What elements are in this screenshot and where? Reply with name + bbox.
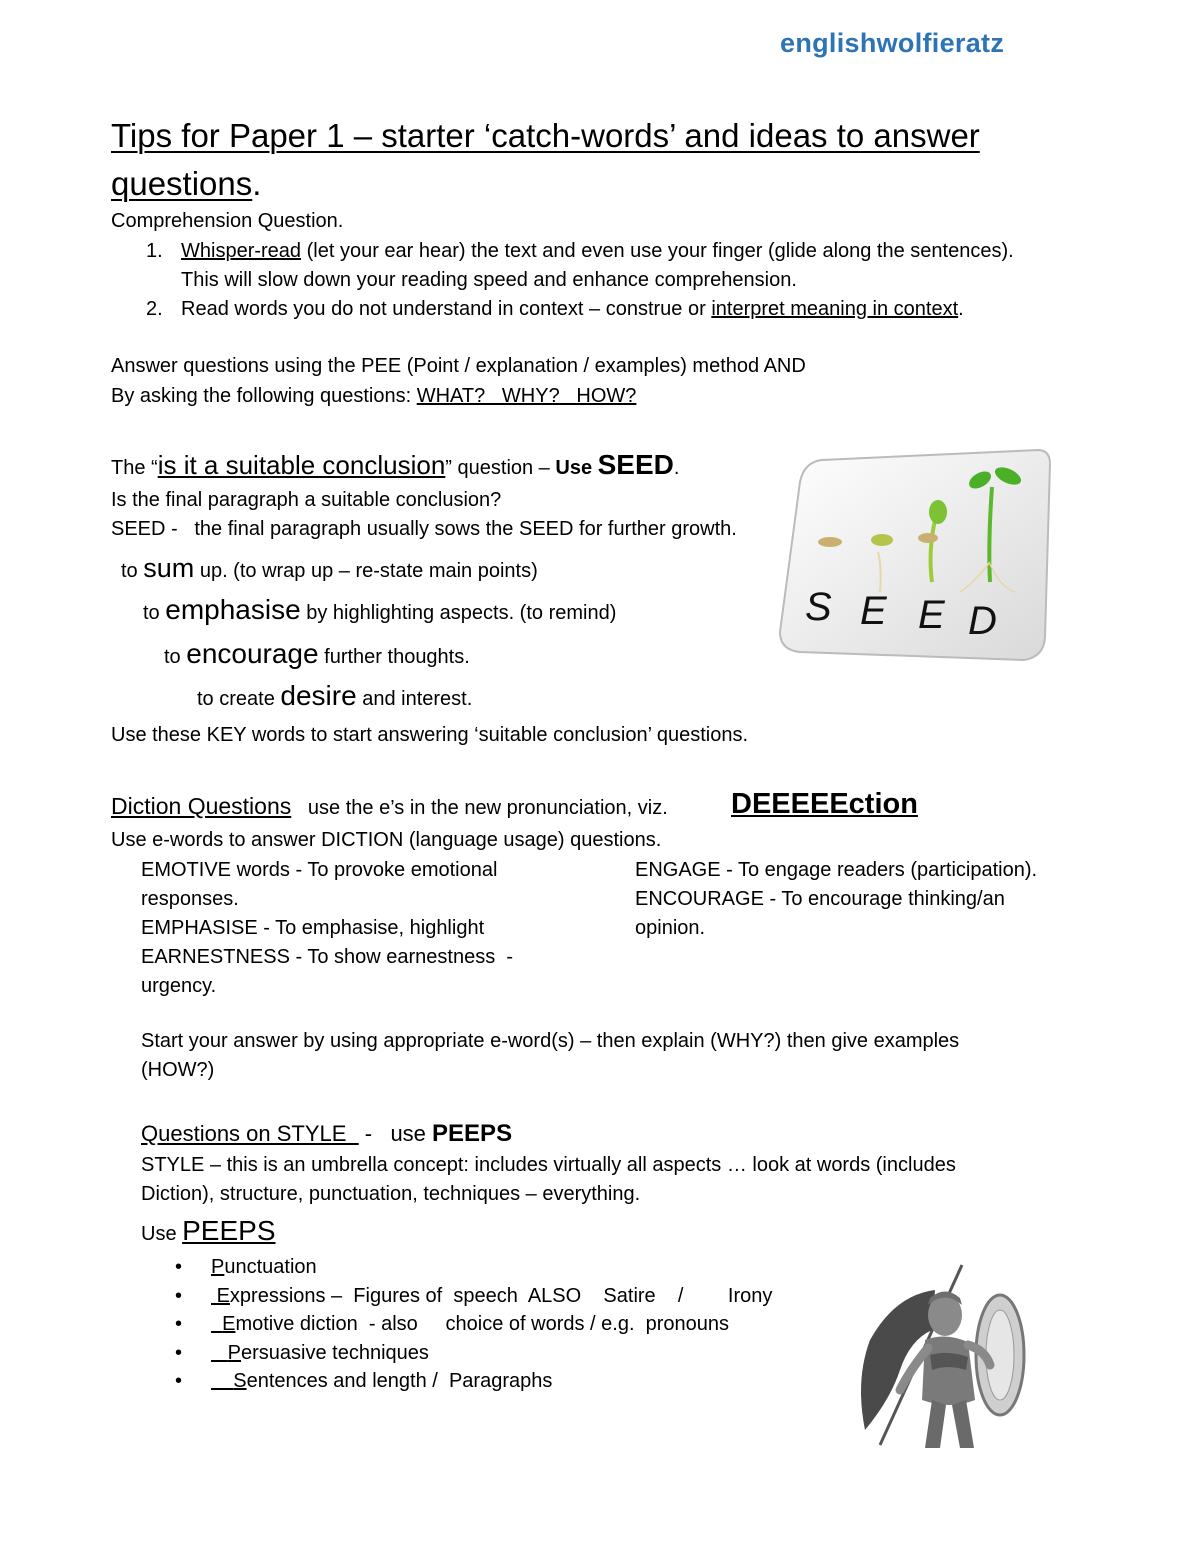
- interpret-meaning-term: interpret meaning in context: [711, 298, 959, 320]
- diction-start-line-1: Start your answer by using appropriate e-word(s) – then explain (WHY?) then give examples: [141, 1030, 960, 1052]
- diction-left-line: EMOTIVE words - To provoke emotional: [141, 859, 498, 881]
- list-item: [175, 1367, 772, 1396]
- style-heading-line: [141, 1118, 512, 1150]
- page-title-line2: [111, 165, 261, 203]
- style-use-line: [141, 1213, 276, 1252]
- peeps-list: [175, 1253, 773, 1396]
- seed-item-sum: [121, 552, 538, 587]
- seed-item-post: by highlighting aspects. (to remind): [300, 602, 617, 624]
- seed-key-sum: sum: [143, 553, 195, 583]
- style-use-word: PEEPS: [182, 1215, 276, 1246]
- seed-item-encourage: [164, 637, 470, 674]
- whisper-read-term: Whisper-read: [181, 240, 302, 262]
- diction-heading-rest: use the e’s in the new pronunciation, viz.: [291, 797, 668, 819]
- diction-left-line: EMPHASISE - To emphasise, highlight: [141, 917, 485, 939]
- style-heading-rest: - use: [358, 1121, 433, 1146]
- seed-letter-e1: E: [860, 589, 887, 633]
- pee-questions: WHAT? WHY? HOW?: [416, 385, 637, 407]
- seed-question: Is the final paragraph a suitable conclusion?: [111, 489, 502, 511]
- diction-heading-line: [111, 789, 668, 825]
- seed-closing: Use these KEY words to start answering ‘suitable conclusion’ questions.: [111, 724, 749, 746]
- diction-heading: Diction Questions: [111, 793, 292, 819]
- seed-item-emphasise: [143, 593, 616, 630]
- seed-letter-e2: E: [918, 593, 945, 637]
- warrior-image: [840, 1260, 1040, 1450]
- bullet-icon: •: [175, 1370, 183, 1392]
- pee-line-2: [111, 384, 636, 408]
- seed-sprouts-image: [760, 442, 1060, 692]
- peeps-letter: P: [227, 1341, 242, 1364]
- item2-end: .: [958, 298, 964, 320]
- bullet-icon: •: [175, 1256, 183, 1278]
- list-item: [175, 1282, 773, 1311]
- list-number-2: 2.: [146, 298, 163, 320]
- peeps-text: ersuasive techniques: [241, 1341, 429, 1364]
- diction-start-line-2: (HOW?): [141, 1059, 215, 1081]
- peeps-letter: E: [216, 1284, 230, 1307]
- page-title: Tips for Paper 1 – starter ‘catch-words’ and ideas to answer: [111, 117, 980, 154]
- list-item: [175, 1339, 772, 1368]
- diction-keyword: DEEEEEction: [731, 788, 918, 820]
- comprehension-item-1: [181, 239, 1014, 263]
- seed-definition: SEED - the final paragraph usually sows the SEED for further growth.: [111, 518, 737, 540]
- comprehension-item-2: [181, 297, 964, 321]
- seed-letter-d: D: [968, 599, 997, 643]
- seed-item-pre: to: [164, 646, 187, 668]
- seed-intro-phrase: is it a suitable conclusion: [157, 450, 446, 480]
- seed-item-post: up. (to wrap up – re-state main points): [194, 560, 538, 582]
- seed-intro-prefix: The “: [111, 457, 158, 479]
- diction-right-line: opinion.: [635, 917, 706, 939]
- seed-intro-use: Use: [555, 457, 598, 479]
- peeps-text: xpressions – Figures of speech ALSO Satire / Irony: [229, 1284, 773, 1307]
- peeps-text: unctuation: [224, 1256, 317, 1278]
- style-use-prefix: Use: [141, 1223, 183, 1245]
- diction-left-line: EARNESTNESS - To show earnestness -: [141, 946, 513, 968]
- diction-left-line: urgency.: [141, 975, 217, 997]
- bullet-pad: [211, 1370, 233, 1392]
- style-heading-word: PEEPS: [432, 1120, 513, 1147]
- pee-prefix: By asking the following questions:: [111, 385, 417, 407]
- list-item: [175, 1253, 772, 1282]
- style-desc-line-1: STYLE – this is an umbrella concept: includes virtually all aspects … look at words (includes: [141, 1154, 956, 1176]
- seed-intro-end: .: [673, 457, 680, 479]
- list-number-1: 1.: [146, 240, 163, 262]
- seed-intro-mid: ” question –: [445, 457, 556, 479]
- diction-left-column: [141, 856, 513, 1001]
- seed-letter-s: S: [805, 585, 832, 629]
- seed-item-post: further thoughts.: [318, 646, 470, 668]
- pee-line-1: Answer questions using the PEE (Point / explanation / examples) method AND: [111, 355, 806, 377]
- item2-text: Read words you do not understand in context – construe or: [181, 298, 712, 320]
- item1-text: (let your ear hear) the text and even use your finger (glide along the sentences).: [301, 240, 1014, 262]
- seed-intro: [111, 448, 679, 485]
- seed-item-post: and interest.: [356, 688, 473, 710]
- diction-right-line: ENGAGE - To engage readers (participation).: [635, 859, 1038, 881]
- bullet-icon: •: [175, 1313, 183, 1335]
- diction-right-line: ENCOURAGE - To encourage thinking/an: [635, 888, 1005, 910]
- seed-key-desire: desire: [280, 680, 357, 711]
- list-item: [175, 1310, 772, 1339]
- seed-item-pre: to create: [197, 688, 281, 710]
- diction-intro: Use e-words to answer DICTION (language usage) questions.: [111, 829, 662, 851]
- peeps-letter: S: [233, 1370, 247, 1392]
- seed-key-encourage: encourage: [186, 638, 319, 669]
- seed-illustration: [760, 442, 1060, 692]
- page-title-period: .: [252, 165, 262, 202]
- style-desc-line-2: Diction), structure, punctuation, techniques – everything.: [141, 1183, 641, 1205]
- peeps-letter: E: [222, 1313, 236, 1335]
- warrior-illustration: [840, 1260, 1040, 1450]
- bullet-pad: [211, 1313, 222, 1335]
- brand-name: englishwolfieratz: [780, 28, 1005, 58]
- seed-key-emphasise: emphasise: [165, 594, 301, 625]
- page-title-word: questions: [111, 165, 253, 202]
- bullet-icon: •: [175, 1341, 183, 1364]
- comprehension-heading: Comprehension Question.: [111, 210, 344, 232]
- peeps-text: entences and length / Paragraphs: [246, 1370, 553, 1392]
- diction-left-line: responses.: [141, 888, 239, 910]
- seed-item-pre: to: [143, 602, 166, 624]
- seed-item-desire: [197, 679, 472, 716]
- style-heading: Questions on STYLE: [141, 1121, 359, 1146]
- seed-intro-word: SEED: [597, 449, 674, 480]
- bullet-icon: •: [175, 1284, 183, 1307]
- bullet-pad: [211, 1342, 228, 1364]
- diction-right-column: [635, 856, 1037, 943]
- peeps-letter: P: [211, 1256, 225, 1278]
- seed-item-pre: to: [121, 560, 144, 582]
- comprehension-item-1-line2: This will slow down your reading speed and enhance comprehension.: [181, 269, 797, 291]
- peeps-text: motive diction - also choice of words / e.g. pronouns: [235, 1313, 730, 1335]
